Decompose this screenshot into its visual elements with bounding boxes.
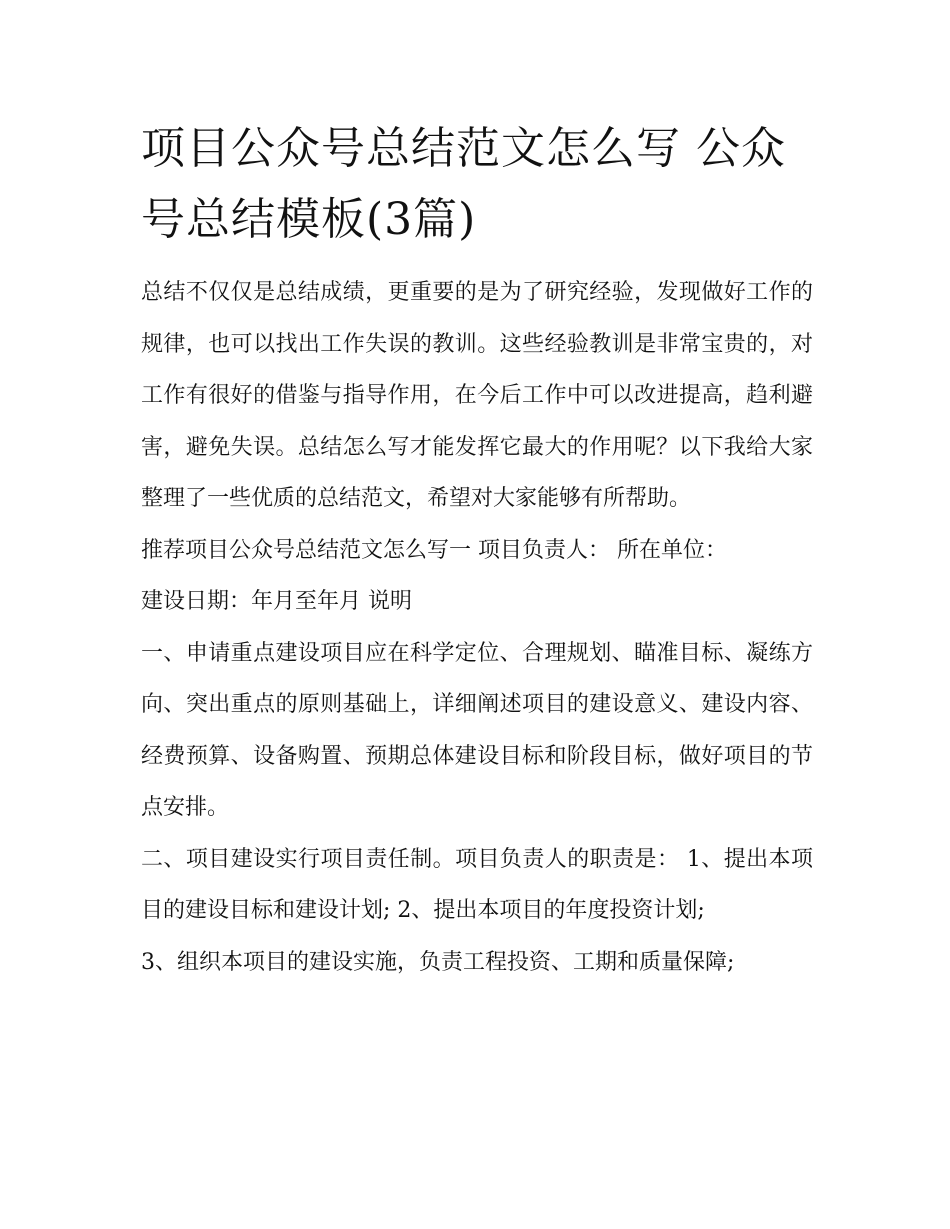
document-content [141, 113, 813, 988]
intro-paragraph: 总结不仅仅是总结成绩，更重要的是为了研究经验，发现做好工作的规律，也可以找出工作失误的教训。这些经验教训是非常宝贵的，对工作有很好的借鉴与指导作用，在今后工作中可以改进提高，趋利避害，避免失误。总结怎么写才能发挥它最大的作用呢？以下我给大家整理了一些优质的总结范文，希望对大家能够有所帮助。 [141, 280, 813, 511]
item-three-paragraph: 3、组织本项目的建设实施，负责工程投资、工期和质量保障; [141, 949, 735, 975]
section-one-paragraph: 一、申请重点建设项目应在科学定位、合理规划、瞄准目标、凝练方向、突出重点的原则基础上，详细阐述项目的建设意义、建设内容、经费预算、设备购置、预期总体建设目标和阶段目标，做好项目的节点安排。 [141, 640, 813, 820]
recommendation-line: 推荐项目公众号总结范文怎么写一 项目负责人： 所在单位： [141, 537, 727, 563]
document-body [141, 267, 813, 988]
section-two-paragraph: 二、项目建设实行项目责任制。项目负责人的职责是： 1、提出本项目的建设目标和建设计划; 2、提出本项目的年度投资计划; [141, 846, 813, 923]
document-title: 项目公众号总结范文怎么写 公众号总结模板(3篇) [141, 123, 786, 245]
date-line: 建设日期：年月至年月 说明 [141, 589, 412, 614]
